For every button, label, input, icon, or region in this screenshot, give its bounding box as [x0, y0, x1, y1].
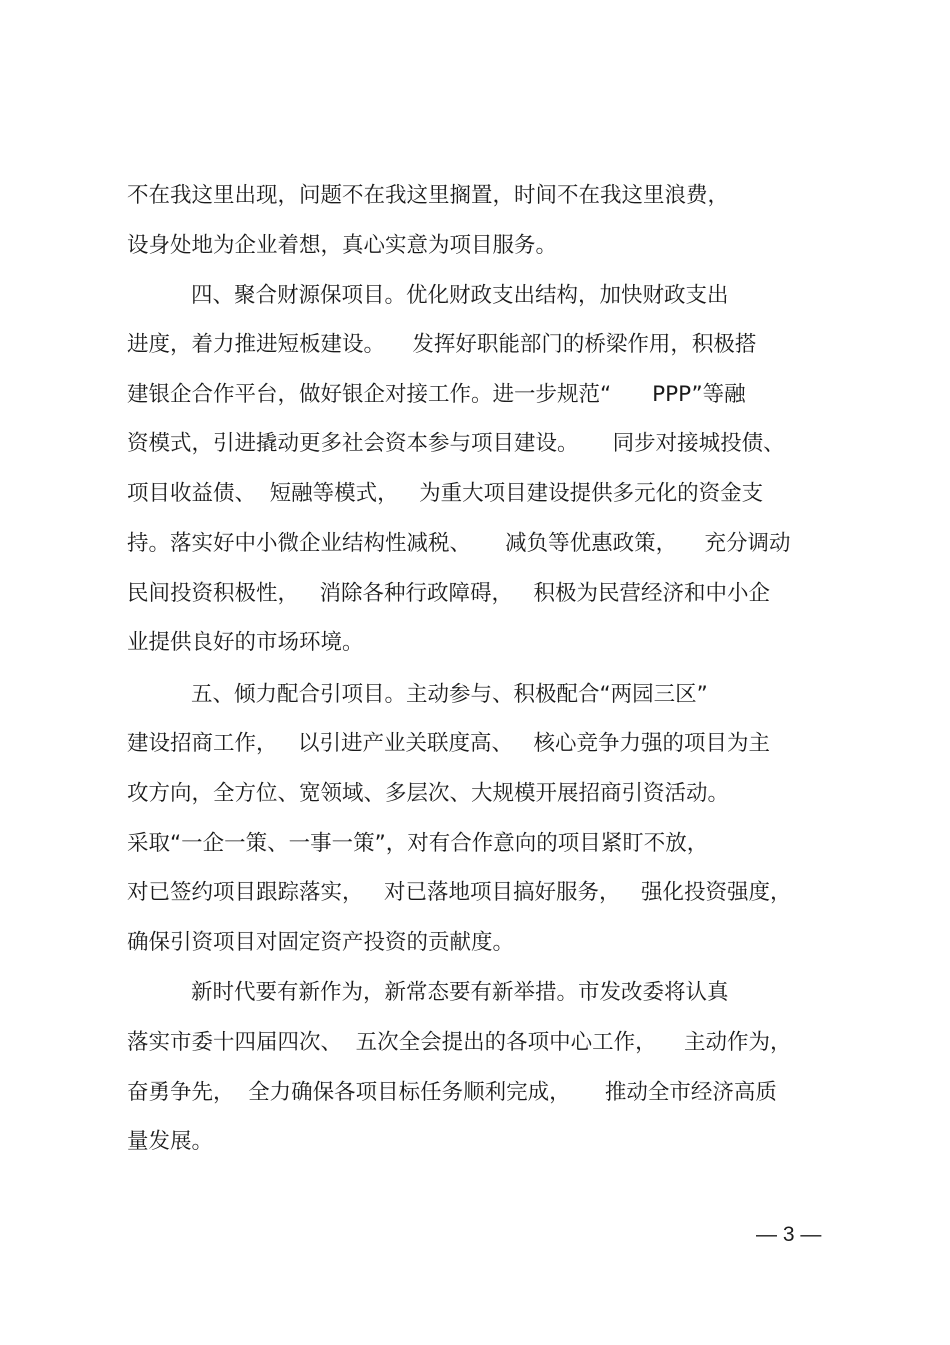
paragraph-5-heading-line: 五、倾力配合引项目。主动参与、积极配合“两园三区” [191, 682, 708, 707]
text-line: 落实市委十四届四次、 五次全会提出的各项中心工作， 主动作为， [127, 1030, 792, 1055]
page-number: — 3 — [756, 1223, 822, 1246]
text-line: 量发展。 [127, 1129, 214, 1154]
text-line: 奋勇争先， 全力确保各项目标任务顺利完成， 推动全市经济高质 [127, 1080, 777, 1105]
text-line: 不在我这里出现，问题不在我这里搁置，时间不在我这里浪费， [127, 183, 730, 208]
text-line: 建设招商工作， 以引进产业关联度高、 核心竞争力强的项目为主 [127, 731, 771, 756]
text-line: 业提供良好的市场环境。 [127, 630, 364, 655]
text-line: 设身处地为企业着想，真心实意为项目服务。 [127, 233, 558, 258]
text-line: 确保引资项目对固定资产投资的贡献度。 [127, 930, 515, 955]
text-line: 对已签约项目跟踪落实， 对已落地项目搞好服务， 强化投资强度， [127, 880, 792, 905]
text-line: 项目收益债、 短融等模式， 为重大项目建设提供多元化的资金支 [127, 481, 764, 506]
text-line: 建银企合作平台，做好银企对接工作。进一步规范“ PPP”等融 [127, 382, 746, 407]
text-line: 攻方向，全方位、宽领域、多层次、大规模开展招商引资活动。 [127, 781, 730, 806]
text-line: 持。落实好中小微企业结构性减税、 减负等优惠政策， 充分调动 [127, 531, 791, 556]
text-line: 采取“一企一策、一事一策”，对有合作意向的项目紧盯不放， [127, 831, 709, 856]
text-line: 资模式，引进撬动更多社会资本参与项目建设。 同步对接城投债、 [127, 431, 785, 456]
text-line: 进度，着力推进短板建设。 发挥好职能部门的桥梁作用，积极搭 [127, 332, 757, 357]
text-line: 民间投资积极性， 消除各种行政障碍， 积极为民营经济和中小企 [127, 581, 771, 606]
closing-paragraph-line: 新时代要有新作为，新常态要有新举措。市发改委将认真 [191, 980, 729, 1005]
paragraph-4-heading-line: 四、聚合财源保项目。优化财政支出结构，加快财政支出 [191, 283, 729, 308]
